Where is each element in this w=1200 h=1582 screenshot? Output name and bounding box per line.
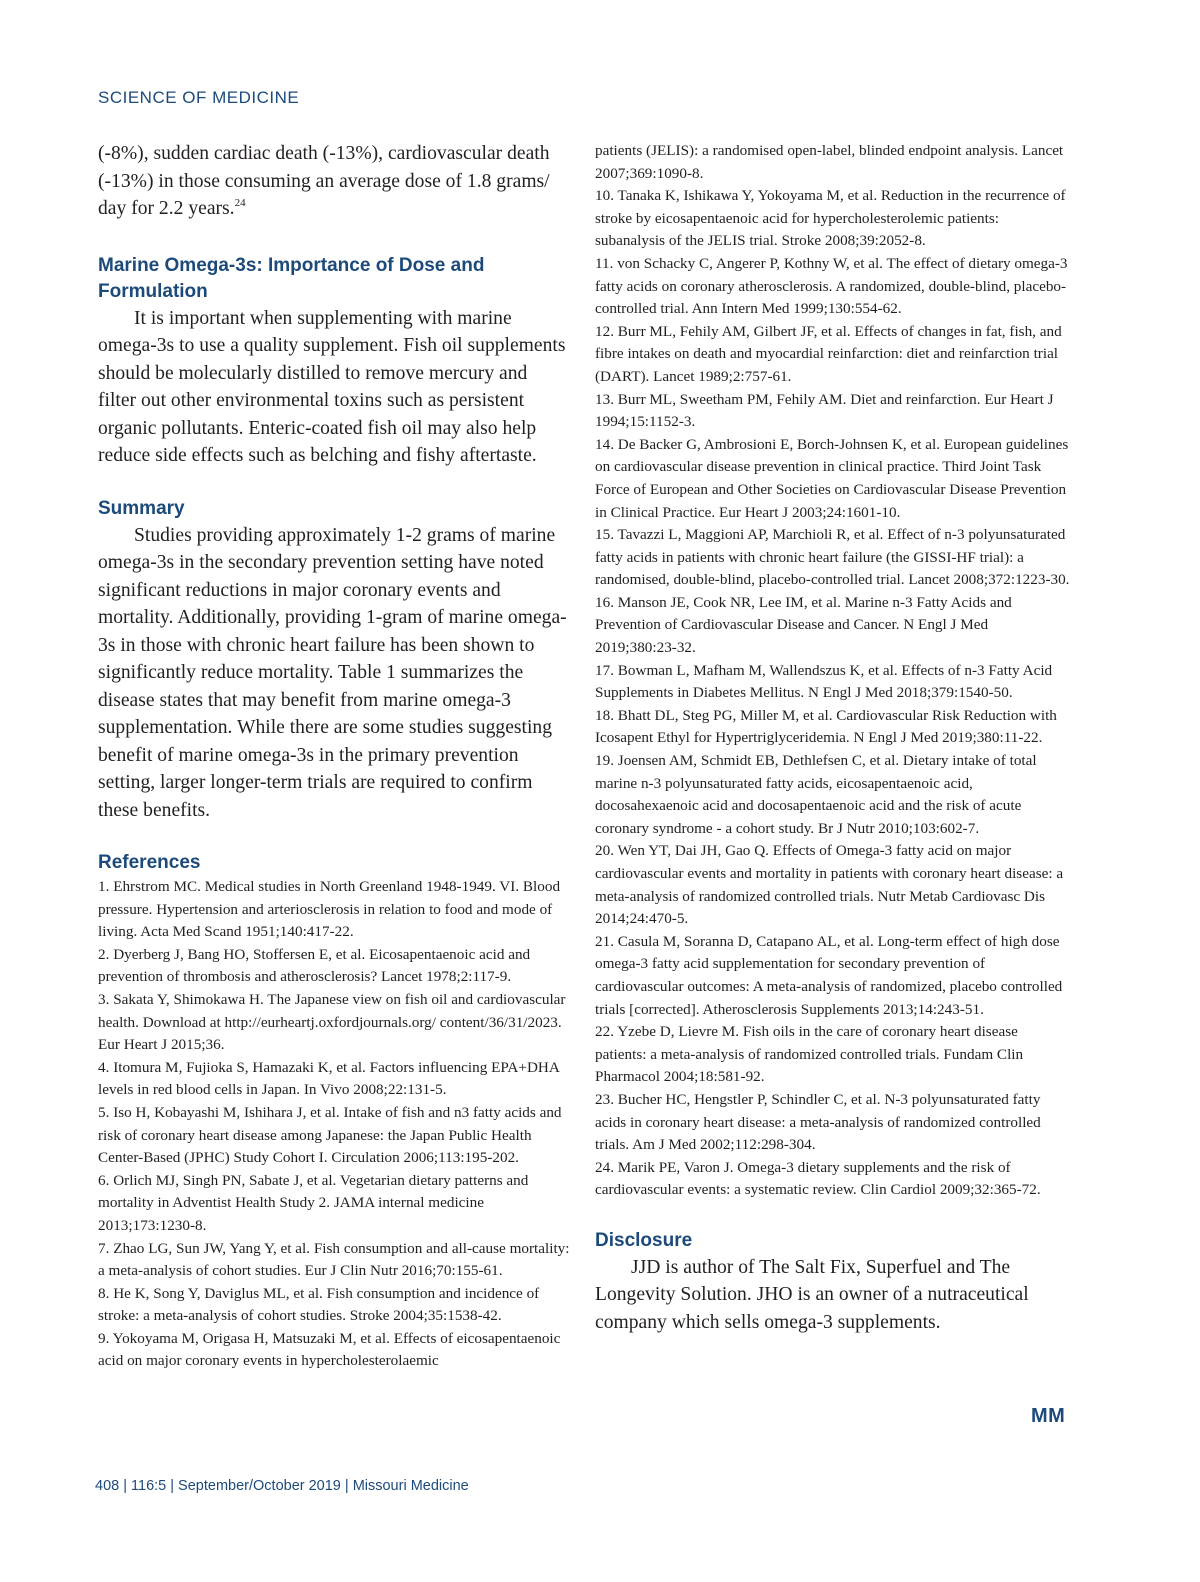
reference-item: patients (JELIS): a randomised open-label, blinded endpoint analysis. Lancet 2007;369:1090-8. (595, 142, 1064, 182)
section-heading-summary: Summary (98, 497, 185, 519)
reference-item: 8. He K, Song Y, Daviglus ML, et al. Fish consumption and incidence of stroke: a meta-analysis of cohort studies. Stroke 2004;35:1538-42. (98, 1284, 540, 1325)
reference-item: 7. Zhao LG, Sun JW, Yang Y, et al. Fish consumption and all-cause mortality: a meta-analysis of cohort studies. Eur J Clin Nutr 2016;70:155-61. (98, 1239, 570, 1280)
reference-item: 13. Burr ML, Sweetham PM, Fehily AM. Diet and reinfarction. Eur Heart J 1994;15:1152-3. (595, 390, 1054, 431)
reference-item: 3. Sakata Y, Shimokawa H. The Japanese view on fish oil and cardiovascular health. Download at http://eurheartj.oxfordjournals.org/ content/36/31/2023. Eur Heart J 2015;36. (98, 990, 566, 1054)
reference-item: 10. Tanaka K, Ishikawa Y, Yokoyama M, et al. Reduction in the recurrence of stroke by eicosapentaenoic acid for hypercholesterolemic patients: subanalysis of the JELIS trial. Stroke 2008;39:2052-8. (595, 187, 1066, 250)
intro-paragraph (98, 140, 570, 223)
reference-item: 21. Casula M, Soranna D, Catapano AL, et al. Long-term effect of high dose omega-3 fatty acid supplementation for secondary prevention of cardiovascular outcomes: A meta-analysis of randomized, placebo controlled trials [corrected]. Atherosclerosis Supplements 2013;14:243-51. (595, 932, 1063, 1018)
reference-item: 2. Dyerberg J, Bang HO, Stoffersen E, et al. Eicosapentaenoic acid and prevention of thrombosis and atherosclerosis? Lancet 1978;2:117-9. (98, 945, 531, 986)
reference-item: 14. De Backer G, Ambrosioni E, Borch-Johnsen K, et al. European guidelines on cardiovascular disease prevention in clinical practice. Third Joint Task Force of European and Other Societies on Cardiovascular Disease Prevention in Clinical Practice. Eur Heart J 2003;24:1601-10. (595, 435, 1069, 521)
reference-item: 15. Tavazzi L, Maggioni AP, Marchioli R, et al. Effect of n-3 polyunsaturated fatty acids in patients with chronic heart failure (the GISSI-HF trial): a randomised, double-blind, placebo-controlled trial. Lancet 2008;372:1223-30. (595, 526, 1070, 589)
reference-item: 24. Marik PE, Varon J. Omega-3 dietary supplements and the risk of cardiovascular events: a systematic review. Clin Cardiol 2009;32:365-72. (595, 1158, 1041, 1199)
dose-paragraph: It is important when supplementing with marine omega-3s to use a quality supplement. Fish oil supplements should be molecularly distilled to remove mercury and filter out other environmental toxins such as persistent organic pollutants. Enteric-coated fish oil may also help reduce side effects such as belching and fishy aftertaste. (98, 307, 566, 466)
section-heading-dose: Marine Omega-3s: Importance of Dose and Formulation (98, 254, 485, 302)
intro-text: (-8%), sudden cardiac death (-13%), cardiovascular death (-13%) in those consuming an average dose of 1.8 grams/ day for 2.2 years. (98, 143, 550, 219)
section-heading-references: References (98, 852, 201, 873)
disclosure-paragraph: JJD is author of The Salt Fix, Superfuel and The Longevity Solution. JHO is an owner of a nutraceutical company which sells omega-3 supplements. (595, 1256, 1029, 1333)
running-header: SCIENCE OF MEDICINE (98, 88, 300, 107)
summary-paragraph: Studies providing approximately 1-2 grams of marine omega-3s in the secondary prevention setting have noted significant reductions in major coronary events and mortality. Additionally, providing 1-gram of marine omega-3s in those with chronic heart failure has been shown to significantly reduce mortality. Table 1 summarizes the disease states that may benefit from marine omega-3 supplementation. While there are some studies suggesting benefit of marine omega-3s in the primary prevention setting, larger longer-term trials are required to confirm these benefits. (98, 524, 567, 821)
reference-item: 19. Joensen AM, Schmidt EB, Dethlefsen C, et al. Dietary intake of total marine n-3 polyunsaturated fatty acids, eicosapentaenoic acid, docosahexaenoic acid and docosapentaenoic acid and the risk of acute coronary syndrome - a cohort study. Br J Nutr 2010;103:602-7. (595, 752, 1037, 837)
reference-item: 4. Itomura M, Fujioka S, Hamazaki K, et al. Factors influencing EPA+DHA levels in red blood cells in Japan. In Vivo 2008;22:131-5. (98, 1058, 560, 1099)
reference-item: 11. von Schacky C, Angerer P, Kothny W, et al. The effect of dietary omega-3 fatty acids on coronary atherosclerosis. A randomized, double-blind, placebo-controlled trial. Ann Intern Med 1999;130:554-62. (595, 254, 1068, 318)
reference-item: 1. Ehrstrom MC. Medical studies in North Greenland 1948-1949. VI. Blood pressure. Hypertension and arteriosclerosis in relation to food and mode of living. Acta Med Scand 1951;140:417-22. (98, 878, 561, 941)
reference-item: 9. Yokoyama M, Origasa H, Matsuzaki M, et al. Effects of eicosapentaenoic acid on major coronary events in hypercholesterolaemic (98, 1329, 561, 1370)
reference-item: 17. Bowman L, Mafham M, Wallendszus K, et al. Effects of n-3 Fatty Acid Supplements in Diabetes Mellitus. N Engl J Med 2018;379:1540-50. (595, 661, 1053, 702)
references-list-right (595, 140, 1070, 1202)
reference-item: 6. Orlich MJ, Singh PN, Sabate J, et al. Vegetarian dietary patterns and mortality in Adventist Health Study 2. JAMA internal medicine 2013;173:1230-8. (98, 1171, 529, 1234)
left-column (98, 140, 570, 1373)
reference-item: 22. Yzebe D, Lievre M. Fish oils in the care of coronary heart disease patients: a meta-analysis of randomized controlled trials. Fundam Clin Pharmacol 2004;18:581-92. (595, 1023, 1024, 1086)
reference-item: 12. Burr ML, Fehily AM, Gilbert JF, et al. Effects of changes in fat, fish, and fibre intakes on death and myocardial reinfarction: diet and reinfarction trial (DART). Lancet 1989;2:757-61. (595, 322, 1062, 385)
page-footer: 408 | 116:5 | September/October 2019 | Missouri Medicine (95, 1478, 469, 1494)
citation-superscript: 24 (234, 197, 246, 209)
reference-item: 20. Wen YT, Dai JH, Gao Q. Effects of Omega-3 fatty acid on major cardiovascular events and mortality in patients with coronary heart disease: a meta-analysis of randomized controlled trials. Nutr Metab Cardiovasc Dis 2014;24:470-5. (595, 842, 1064, 928)
missouri-medicine-logo: MM (1031, 1405, 1066, 1427)
references-list-left (98, 876, 570, 1373)
reference-item: 16. Manson JE, Cook NR, Lee IM, et al. Marine n-3 Fatty Acids and Prevention of Cardiovascular Disease and Cancer. N Engl J Med 2019;380:23-32. (595, 593, 1012, 657)
reference-item: 18. Bhatt DL, Steg PG, Miller M, et al. Cardiovascular Risk Reduction with Icosapent Ethyl for Hypertriglyceridemia. N Engl J Med 2019;380:11-22. (595, 706, 1057, 747)
reference-item: 5. Iso H, Kobayashi M, Ishihara J, et al. Intake of fish and n3 fatty acids and risk of coronary heart disease among Japanese: the Japan Public Health Center-Based (JPHC) Study Cohort I. Circulation 2006;113:195-202. (98, 1103, 562, 1167)
right-column (595, 140, 1070, 1336)
reference-item: 23. Bucher HC, Hengstler P, Schindler C, et al. N-3 polyunsaturated fatty acids in coronary heart disease: a meta-analysis of randomized controlled trials. Am J Med 2002;112:298-304. (595, 1090, 1041, 1154)
section-heading-disclosure: Disclosure (595, 1229, 693, 1251)
